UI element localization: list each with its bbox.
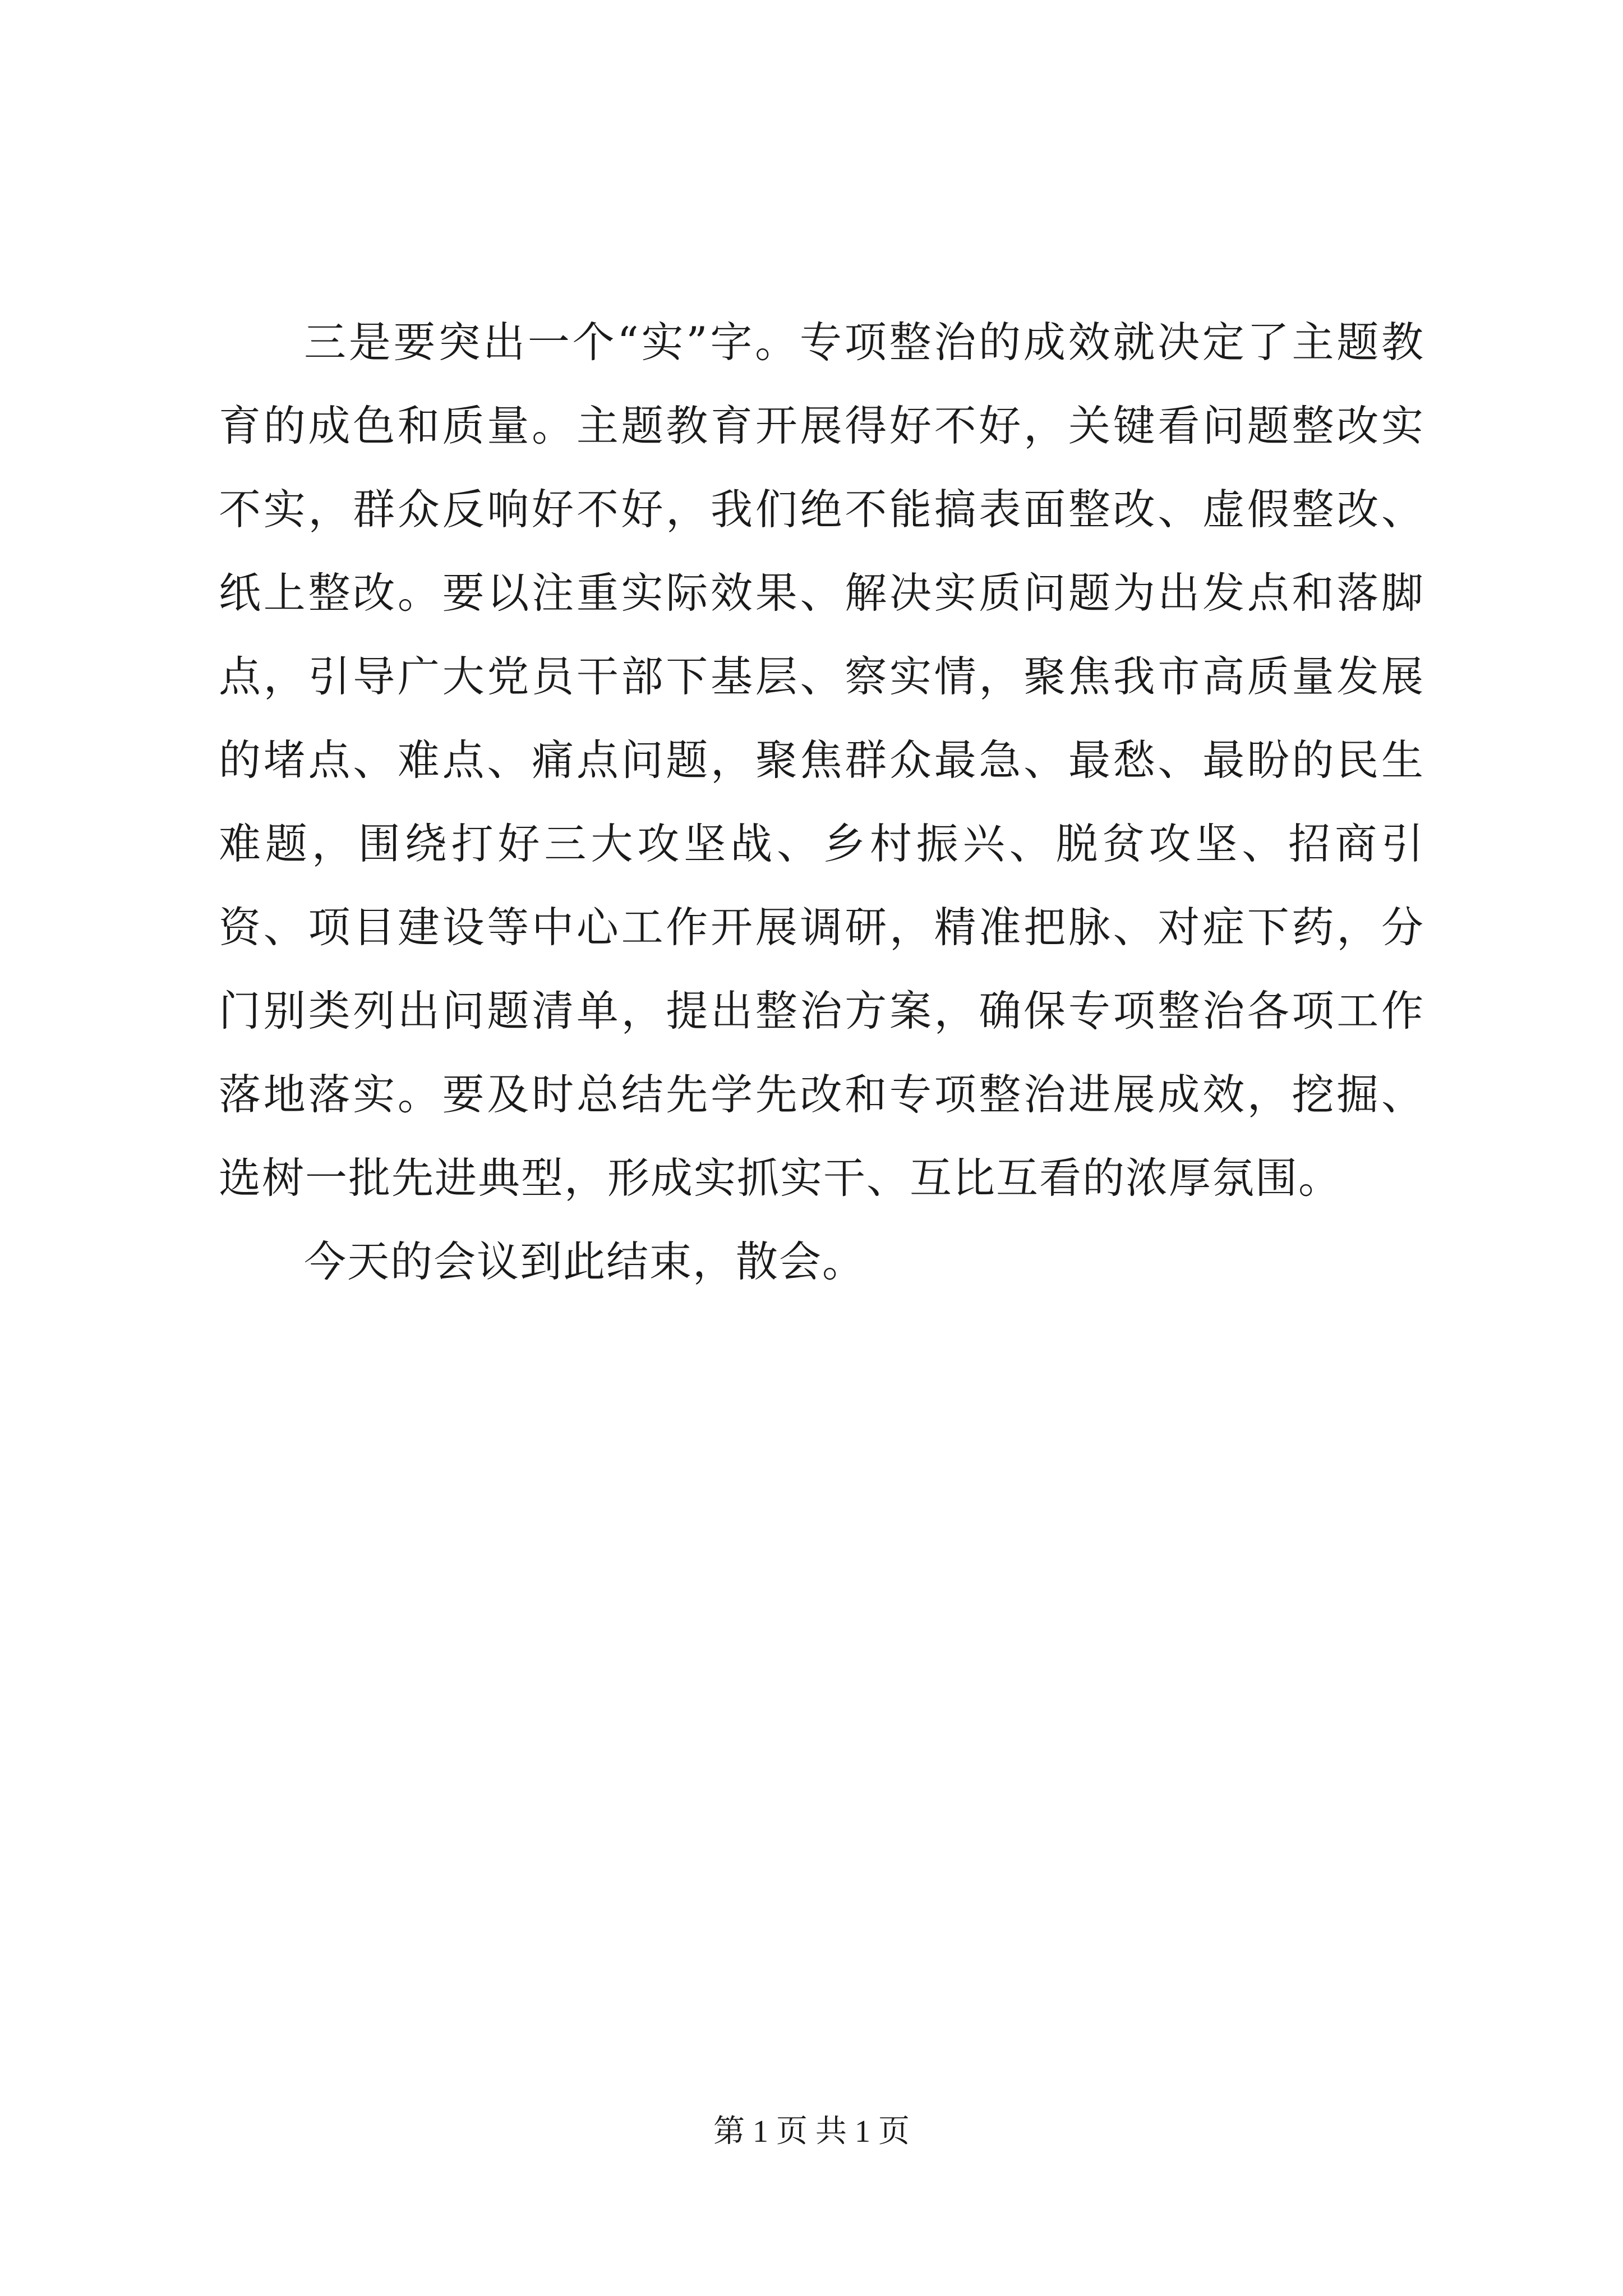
paragraph-closing: 今天的会议到此结束，散会。 [304,1237,866,1286]
document-body [219,301,1424,1304]
paragraph-shi-zi: 三是要突出一个“实”字。专项整治的成效就决定了主题教育的成色和质量。主题教育开展得好不好，关键看问题整改实不实，群众反响好不好，我们绝不能搞表面整改、虚假整改、纸上整改。要以注重实际效果、解决实质问题为出发点和落脚点，引导广大党员干部下基层、察实情，聚焦我市高质量发展的堵点、难点、痛点问题，聚焦群众最急、最愁、最盼的民生难题，围绕打好三大攻坚战、乡村振兴、脱贫攻坚、招商引资、项目建设等中心工作开展调研，精准把脉、对症下药，分门别类列出问题清单，提出整治方案，确保专项整治各项工作落地落实。要及时总结先学先改和专项整治进展成效，挖掘、选树一批先进典型，形成实抓实干、互比互看的浓厚氛围。 [219,318,1424,1203]
page-number-footer: 第 1 页 共 1 页 [713,2114,910,2149]
